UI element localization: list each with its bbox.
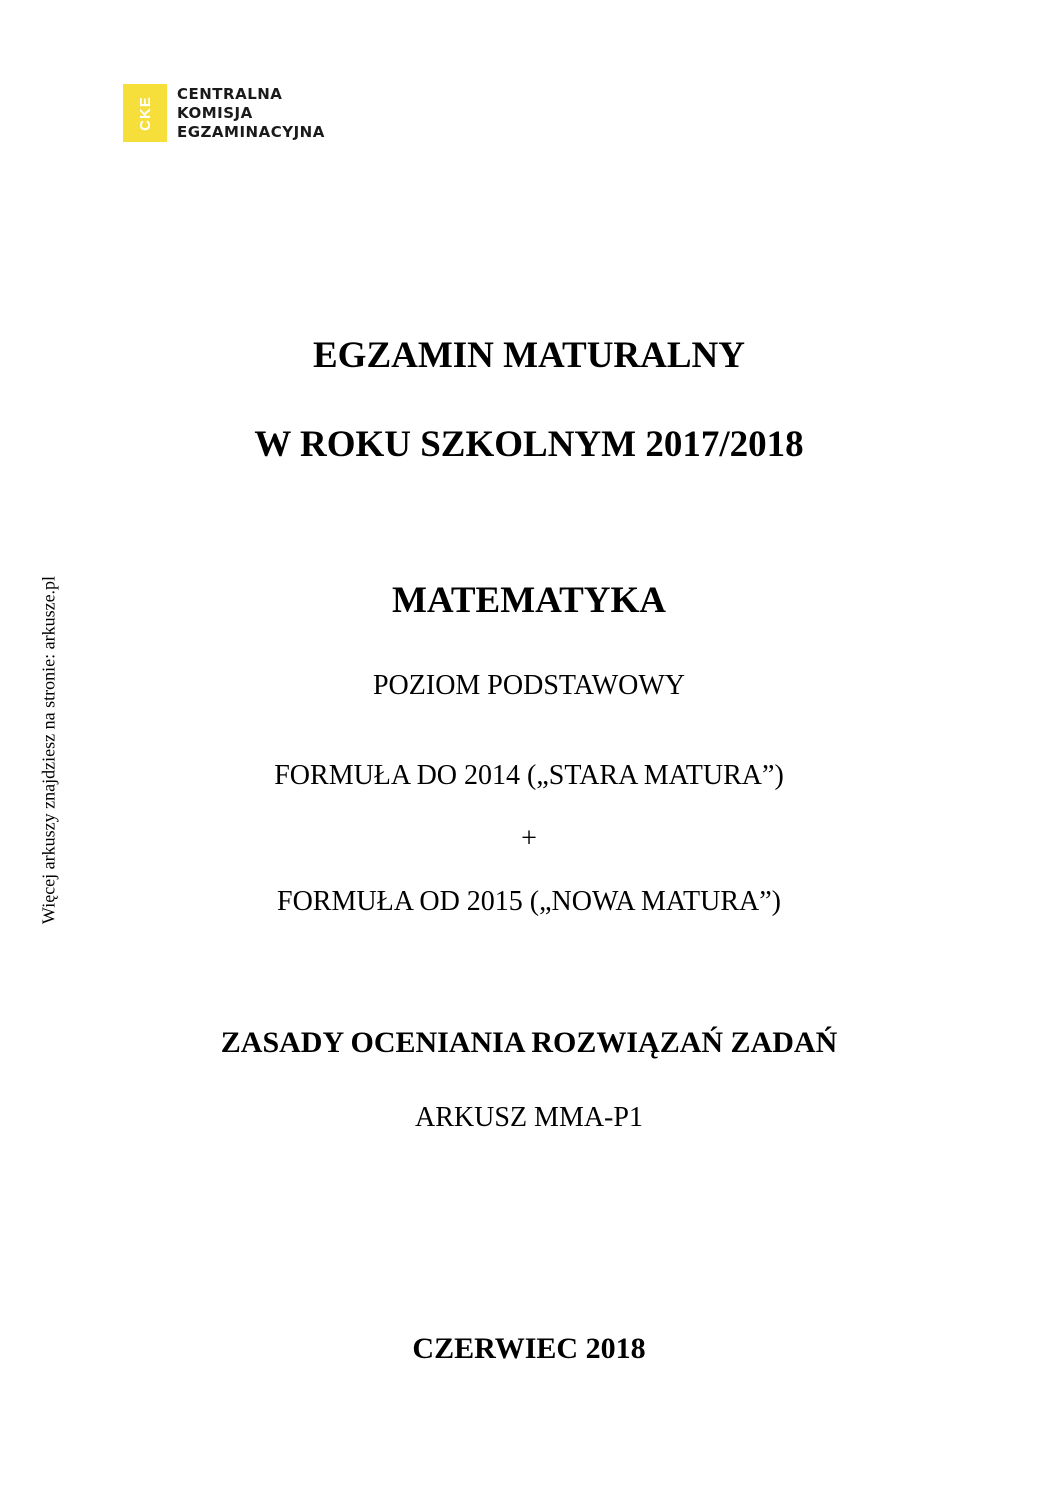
plus-sign: +	[521, 823, 537, 854]
logo-line-komisja: KOMISJA	[177, 103, 253, 122]
formula-new: FORMUŁA OD 2015 („NOWA MATURA”)	[277, 886, 781, 917]
logo-line-egzaminacyjna: EGZAMINACYJNA	[177, 122, 325, 141]
sheet-code: ARKUSZ MMA-P1	[415, 1102, 643, 1133]
cke-logo-wordmark	[177, 85, 325, 142]
cke-logo-mark	[123, 84, 167, 142]
cke-logo-mark-text: CKE	[136, 95, 154, 131]
formula-old: FORMUŁA DO 2014 („STARA MATURA”)	[274, 760, 784, 791]
side-note-arkusze: Więcej arkuszy znajdziesz na stronie: arkusze.pl	[38, 575, 59, 925]
subject-title: MATEMATYKA	[391, 580, 667, 621]
exam-date: CZERWIEC 2018	[412, 1332, 646, 1365]
cke-logo	[123, 84, 325, 142]
level-label: POZIOM PODSTAWOWY	[372, 670, 686, 701]
school-year: W ROKU SZKOLNYM 2017/2018	[254, 424, 804, 465]
exam-title: EGZAMIN MATURALNY	[312, 335, 745, 376]
logo-line-centralna: CENTRALNA	[177, 84, 283, 103]
scoring-rules-title: ZASADY OCENIANIA ROZWIĄZAŃ ZADAŃ	[220, 1026, 838, 1059]
